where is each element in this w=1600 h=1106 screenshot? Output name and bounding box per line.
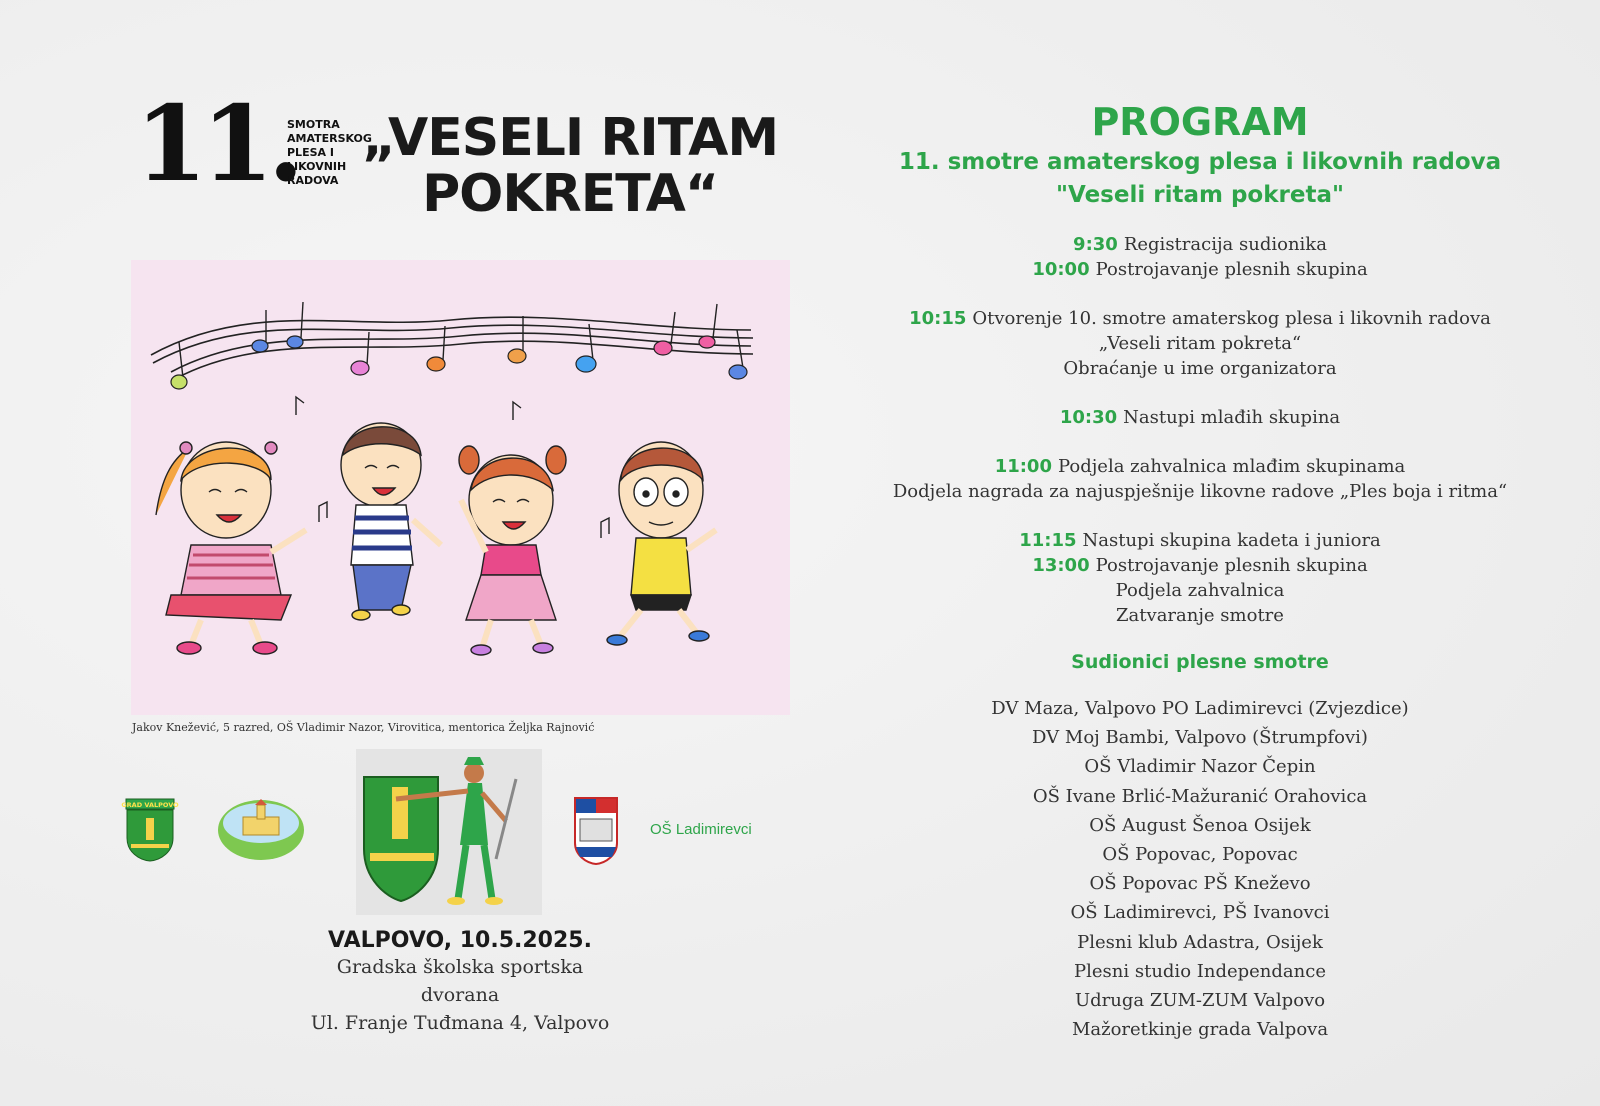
schedule-text: Dodjela nagrada za najuspješnije likovne radove „Ples boja i ritma“	[892, 481, 1508, 502]
child-figure	[459, 446, 566, 655]
edition-number: 11.	[135, 82, 298, 205]
os-ladimirevci-label: OŠ Ladimirevci	[650, 821, 752, 838]
schedule-time: 11:00	[994, 456, 1052, 477]
participant-item: OŠ Popovac PŠ Kneževo	[1089, 873, 1311, 895]
program-column	[800, 0, 1600, 1106]
schedule-text: „Veseli ritam pokreta“	[1098, 333, 1302, 354]
schedule-entry	[800, 553, 1600, 578]
ladimirevci-crest	[574, 797, 618, 865]
schedule-text: Podjela zahvalnica	[1115, 580, 1285, 601]
grad-valpovo-crest	[121, 798, 179, 862]
schedule-time: 13:00	[1032, 555, 1090, 576]
smotra-line: PLESA I	[287, 146, 334, 159]
venue-name: Gradska školska sportska dvorana	[336, 956, 584, 1006]
schedule-text: Postrojavanje plesnih skupina	[1095, 259, 1368, 280]
schedule-text: Podjela zahvalnica mlađim skupinama	[1057, 456, 1406, 477]
schedule-entry	[800, 528, 1600, 553]
participant-item: OŠ Popovac, Popovac	[1102, 844, 1298, 866]
schedule-time: 11:15	[1019, 530, 1077, 551]
grad-valpovo-label: GRAD VALPOVO	[121, 801, 179, 809]
child-figure	[607, 442, 716, 645]
participant-item: OŠ Ivane Brlić-Mažuranić Orahovica	[1032, 785, 1368, 807]
schedule-entry	[800, 405, 1600, 430]
smotra-line: SMOTRA	[287, 118, 340, 131]
participant-item: OŠ August Šenoa Osijek	[1089, 814, 1311, 836]
smotra-line: AMATERSKOG	[287, 132, 372, 145]
schedule-text: Zatvaranje smotre	[1116, 605, 1284, 626]
participant-item: OŠ Vladimir Nazor Čepin	[1084, 756, 1316, 778]
venue-address: Ul. Franje Tuđmana 4, Valpovo	[310, 1012, 610, 1034]
participant-item: DV Moj Bambi, Valpovo (Štrumpfovi)	[1032, 727, 1368, 749]
participant-item: Udruga ZUM-ZUM Valpovo	[1074, 990, 1326, 1012]
majorette-crest-logo	[356, 749, 542, 915]
schedule-text: Nastupi skupina kadeta i juniora	[1082, 530, 1381, 551]
schedule-entry	[800, 232, 1600, 257]
child-figure	[156, 442, 306, 654]
participant-item: Plesni klub Adastra, Osijek	[1077, 931, 1323, 953]
event-location	[295, 928, 625, 1037]
program-subtitle-line: "Veseli ritam pokreta"	[1056, 182, 1344, 208]
smotra-line: RADOVA	[287, 174, 339, 187]
schedule-text: Obraćanje u ime organizatora	[1063, 358, 1337, 379]
program-title: PROGRAM	[1091, 100, 1309, 144]
program-subtitle	[800, 146, 1600, 212]
participant-item: DV Maza, Valpovo PO Ladimirevci (Zvjezdice)	[991, 698, 1409, 719]
turisticka-zajednica-logo	[217, 799, 305, 861]
schedule-time: 10:15	[909, 308, 967, 329]
schedule-entry	[800, 454, 1600, 479]
participant-item: Mažoretkinje grada Valpova	[1071, 1019, 1329, 1041]
event-title-line: „VESELI RITAM	[362, 108, 779, 168]
participants-list	[800, 694, 1600, 1044]
smotra-line: LIKOVNIH	[287, 160, 347, 173]
event-date: VALPOVO, 10.5.2025.	[328, 928, 592, 953]
schedule-entry	[800, 257, 1600, 282]
child-figure	[341, 423, 441, 620]
artwork-credit: Jakov Knežević, 5 razred, OŠ Vladimir Nazor, Virovitica, mentorica Željka Rajnović	[132, 721, 595, 734]
schedule-time: 9:30	[1073, 234, 1118, 255]
schedule-text: Postrojavanje plesnih skupina	[1095, 555, 1368, 576]
schedule-text: Registracija sudionika	[1123, 234, 1327, 255]
schedule-text: Otvorenje 10. smotre amaterskog plesa i likovnih radova	[972, 308, 1491, 329]
schedule-time: 10:00	[1032, 259, 1090, 280]
event-title-line: POKRETA“	[422, 164, 719, 224]
schedule-entry	[800, 306, 1600, 331]
participant-item: Plesni studio Independance	[1074, 960, 1326, 982]
event-title	[362, 110, 778, 222]
children-dancing-drawing	[131, 260, 790, 715]
participant-item: OŠ Ladimirevci, PŠ Ivanovci	[1070, 902, 1330, 924]
schedule	[800, 232, 1600, 628]
participants-title: Sudionici plesne smotre	[1071, 651, 1329, 673]
program-subtitle-line: 11. smotre amaterskog plesa i likovnih radova	[898, 149, 1502, 175]
schedule-time: 10:30	[1059, 407, 1118, 428]
schedule-text: Nastupi mlađih skupina	[1123, 407, 1341, 428]
